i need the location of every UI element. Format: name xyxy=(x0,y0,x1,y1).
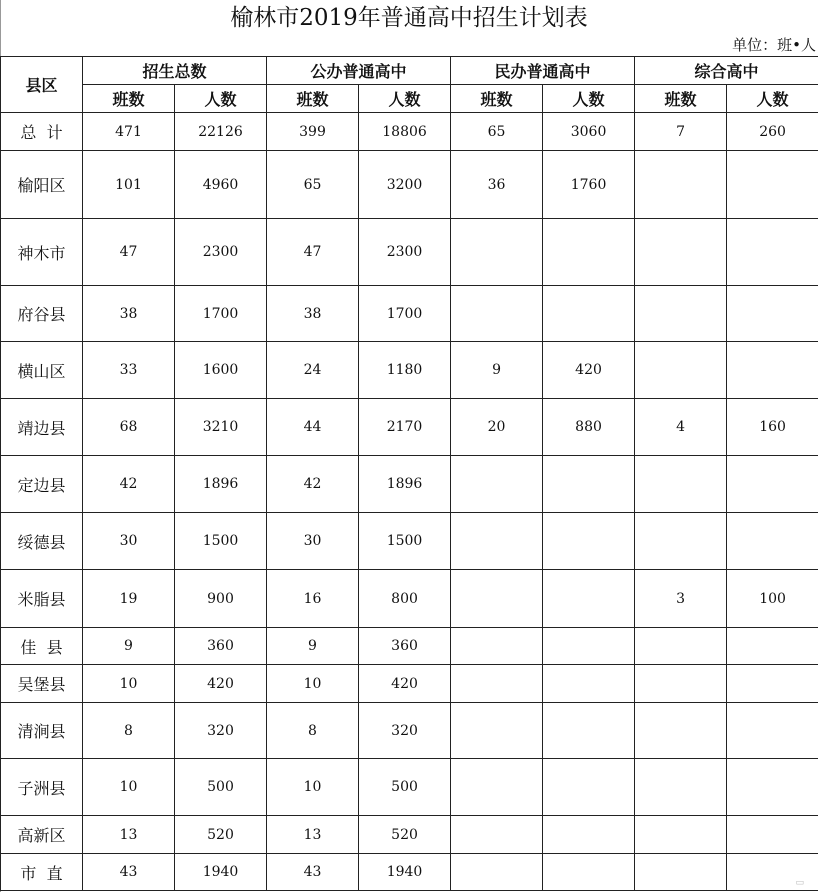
table-row xyxy=(1,759,818,816)
table-row xyxy=(1,703,818,759)
classes-cell: 20 xyxy=(451,399,543,456)
classes-cell: 68 xyxy=(83,399,175,456)
students-cell: 420 xyxy=(359,665,451,703)
students-cell xyxy=(543,628,635,665)
students-cell xyxy=(543,759,635,816)
county-name: 清涧县 xyxy=(1,703,83,759)
table-row xyxy=(1,628,818,665)
classes-cell: 19 xyxy=(83,570,175,628)
students-cell xyxy=(543,286,635,342)
county-name: 定边县 xyxy=(1,456,83,513)
students-cell xyxy=(727,456,818,513)
classes-cell: 9 xyxy=(451,342,543,399)
classes-cell: 47 xyxy=(83,219,175,286)
classes-cell xyxy=(635,703,727,759)
students-cell: 320 xyxy=(359,703,451,759)
students-cell: 160 xyxy=(727,399,818,456)
county-name: 绥德县 xyxy=(1,513,83,570)
county-name: 米脂县 xyxy=(1,570,83,628)
table-row xyxy=(1,399,818,456)
students-cell xyxy=(543,570,635,628)
students-cell: 520 xyxy=(359,816,451,854)
classes-cell: 13 xyxy=(267,816,359,854)
students-cell xyxy=(543,665,635,703)
classes-cell xyxy=(635,628,727,665)
students-cell: 500 xyxy=(175,759,267,816)
students-cell: 360 xyxy=(175,628,267,665)
page-title: 榆林市2019年普通高中招生计划表 xyxy=(230,5,588,31)
students-cell: 1180 xyxy=(359,342,451,399)
students-cell xyxy=(727,854,818,891)
students-cell xyxy=(727,703,818,759)
classes-cell xyxy=(635,286,727,342)
county-name: 高新区 xyxy=(1,816,83,854)
classes-cell xyxy=(635,816,727,854)
classes-cell: 13 xyxy=(83,816,175,854)
students-cell xyxy=(727,286,818,342)
classes-cell: 7 xyxy=(635,113,727,151)
students-cell: 22126 xyxy=(175,113,267,151)
classes-cell xyxy=(451,665,543,703)
students-cell: 1500 xyxy=(175,513,267,570)
students-cell: 4960 xyxy=(175,151,267,219)
header-students: 人数 xyxy=(175,85,267,113)
classes-cell: 4 xyxy=(635,399,727,456)
classes-cell xyxy=(635,219,727,286)
classes-cell: 36 xyxy=(451,151,543,219)
students-cell: 1940 xyxy=(175,854,267,891)
classes-cell xyxy=(635,342,727,399)
classes-cell xyxy=(635,854,727,891)
header-row-sub xyxy=(1,85,818,113)
classes-cell: 10 xyxy=(83,759,175,816)
classes-cell xyxy=(451,219,543,286)
classes-cell xyxy=(635,513,727,570)
classes-cell xyxy=(451,456,543,513)
classes-cell: 10 xyxy=(267,759,359,816)
classes-cell: 38 xyxy=(267,286,359,342)
students-cell xyxy=(727,816,818,854)
students-cell xyxy=(727,665,818,703)
classes-cell: 3 xyxy=(635,570,727,628)
table-row xyxy=(1,665,818,703)
table-row xyxy=(1,286,818,342)
students-cell: 1700 xyxy=(175,286,267,342)
county-name: 神木市 xyxy=(1,219,83,286)
students-cell: 900 xyxy=(175,570,267,628)
students-cell: 1760 xyxy=(543,151,635,219)
table-row xyxy=(1,513,818,570)
classes-cell xyxy=(635,759,727,816)
students-cell: 3210 xyxy=(175,399,267,456)
table-row xyxy=(1,456,818,513)
students-cell: 420 xyxy=(175,665,267,703)
county-name: 府谷县 xyxy=(1,286,83,342)
table-row xyxy=(1,854,818,891)
county-name: 横山区 xyxy=(1,342,83,399)
table-row xyxy=(1,151,818,219)
classes-cell: 9 xyxy=(83,628,175,665)
county-name: 总 计 xyxy=(1,113,83,151)
classes-cell: 47 xyxy=(267,219,359,286)
students-cell xyxy=(543,513,635,570)
classes-cell: 471 xyxy=(83,113,175,151)
table-row xyxy=(1,113,818,151)
classes-cell: 33 xyxy=(83,342,175,399)
header-classes: 班数 xyxy=(635,85,727,113)
students-cell xyxy=(543,219,635,286)
classes-cell: 42 xyxy=(83,456,175,513)
county-name: 吴堡县 xyxy=(1,665,83,703)
classes-cell: 42 xyxy=(267,456,359,513)
classes-cell xyxy=(451,703,543,759)
classes-cell: 10 xyxy=(83,665,175,703)
classes-cell xyxy=(635,665,727,703)
header-classes: 班数 xyxy=(451,85,543,113)
students-cell: 2300 xyxy=(175,219,267,286)
header-group-comprehensive: 综合高中 xyxy=(635,57,818,85)
table-row xyxy=(1,570,818,628)
students-cell xyxy=(727,151,818,219)
header-students: 人数 xyxy=(543,85,635,113)
students-cell: 420 xyxy=(543,342,635,399)
classes-cell: 65 xyxy=(267,151,359,219)
students-cell: 1700 xyxy=(359,286,451,342)
students-cell: 1896 xyxy=(359,456,451,513)
classes-cell: 24 xyxy=(267,342,359,399)
classes-cell: 38 xyxy=(83,286,175,342)
county-name: 榆阳区 xyxy=(1,151,83,219)
county-name: 靖边县 xyxy=(1,399,83,456)
students-cell: 2170 xyxy=(359,399,451,456)
classes-cell xyxy=(451,286,543,342)
county-name: 市 直 xyxy=(1,854,83,891)
enrollment-table xyxy=(0,56,818,891)
students-cell: 100 xyxy=(727,570,818,628)
classes-cell: 43 xyxy=(83,854,175,891)
classes-cell xyxy=(635,456,727,513)
header-group-private: 民办普通高中 xyxy=(451,57,635,85)
classes-cell: 101 xyxy=(83,151,175,219)
county-name: 子洲县 xyxy=(1,759,83,816)
classes-cell: 65 xyxy=(451,113,543,151)
classes-cell xyxy=(451,570,543,628)
students-cell xyxy=(727,628,818,665)
table-row xyxy=(1,219,818,286)
students-cell xyxy=(543,456,635,513)
students-cell: 1896 xyxy=(175,456,267,513)
students-cell: 320 xyxy=(175,703,267,759)
students-cell xyxy=(543,703,635,759)
header-county: 县区 xyxy=(1,57,83,113)
students-cell: 500 xyxy=(359,759,451,816)
classes-cell xyxy=(451,513,543,570)
students-cell: 800 xyxy=(359,570,451,628)
classes-cell: 30 xyxy=(267,513,359,570)
classes-cell: 10 xyxy=(267,665,359,703)
students-cell xyxy=(727,219,818,286)
county-name: 佳 县 xyxy=(1,628,83,665)
students-cell: 360 xyxy=(359,628,451,665)
classes-cell: 8 xyxy=(83,703,175,759)
header-group-total: 招生总数 xyxy=(83,57,267,85)
classes-cell: 399 xyxy=(267,113,359,151)
header-row-groups xyxy=(1,57,818,85)
unit-label: 单位：班•人 xyxy=(732,36,816,54)
students-cell: 520 xyxy=(175,816,267,854)
students-cell: 3200 xyxy=(359,151,451,219)
classes-cell: 16 xyxy=(267,570,359,628)
students-cell: 18806 xyxy=(359,113,451,151)
students-cell xyxy=(543,854,635,891)
students-cell: 1500 xyxy=(359,513,451,570)
students-cell xyxy=(543,816,635,854)
students-cell xyxy=(727,342,818,399)
header-students: 人数 xyxy=(359,85,451,113)
header-group-public: 公办普通高中 xyxy=(267,57,451,85)
students-cell: 260 xyxy=(727,113,818,151)
classes-cell xyxy=(451,816,543,854)
table-row xyxy=(1,342,818,399)
students-cell: 1940 xyxy=(359,854,451,891)
classes-cell xyxy=(451,854,543,891)
header-classes: 班数 xyxy=(267,85,359,113)
students-cell: 2300 xyxy=(359,219,451,286)
classes-cell xyxy=(451,628,543,665)
header-classes: 班数 xyxy=(83,85,175,113)
classes-cell: 43 xyxy=(267,854,359,891)
classes-cell: 44 xyxy=(267,399,359,456)
watermark-icon: ▭ xyxy=(795,878,804,888)
students-cell: 880 xyxy=(543,399,635,456)
table-row xyxy=(1,816,818,854)
students-cell: 3060 xyxy=(543,113,635,151)
students-cell: 1600 xyxy=(175,342,267,399)
students-cell xyxy=(727,513,818,570)
header-students: 人数 xyxy=(727,85,818,113)
classes-cell xyxy=(451,759,543,816)
students-cell xyxy=(727,759,818,816)
classes-cell: 30 xyxy=(83,513,175,570)
classes-cell xyxy=(635,151,727,219)
classes-cell: 8 xyxy=(267,703,359,759)
classes-cell: 9 xyxy=(267,628,359,665)
